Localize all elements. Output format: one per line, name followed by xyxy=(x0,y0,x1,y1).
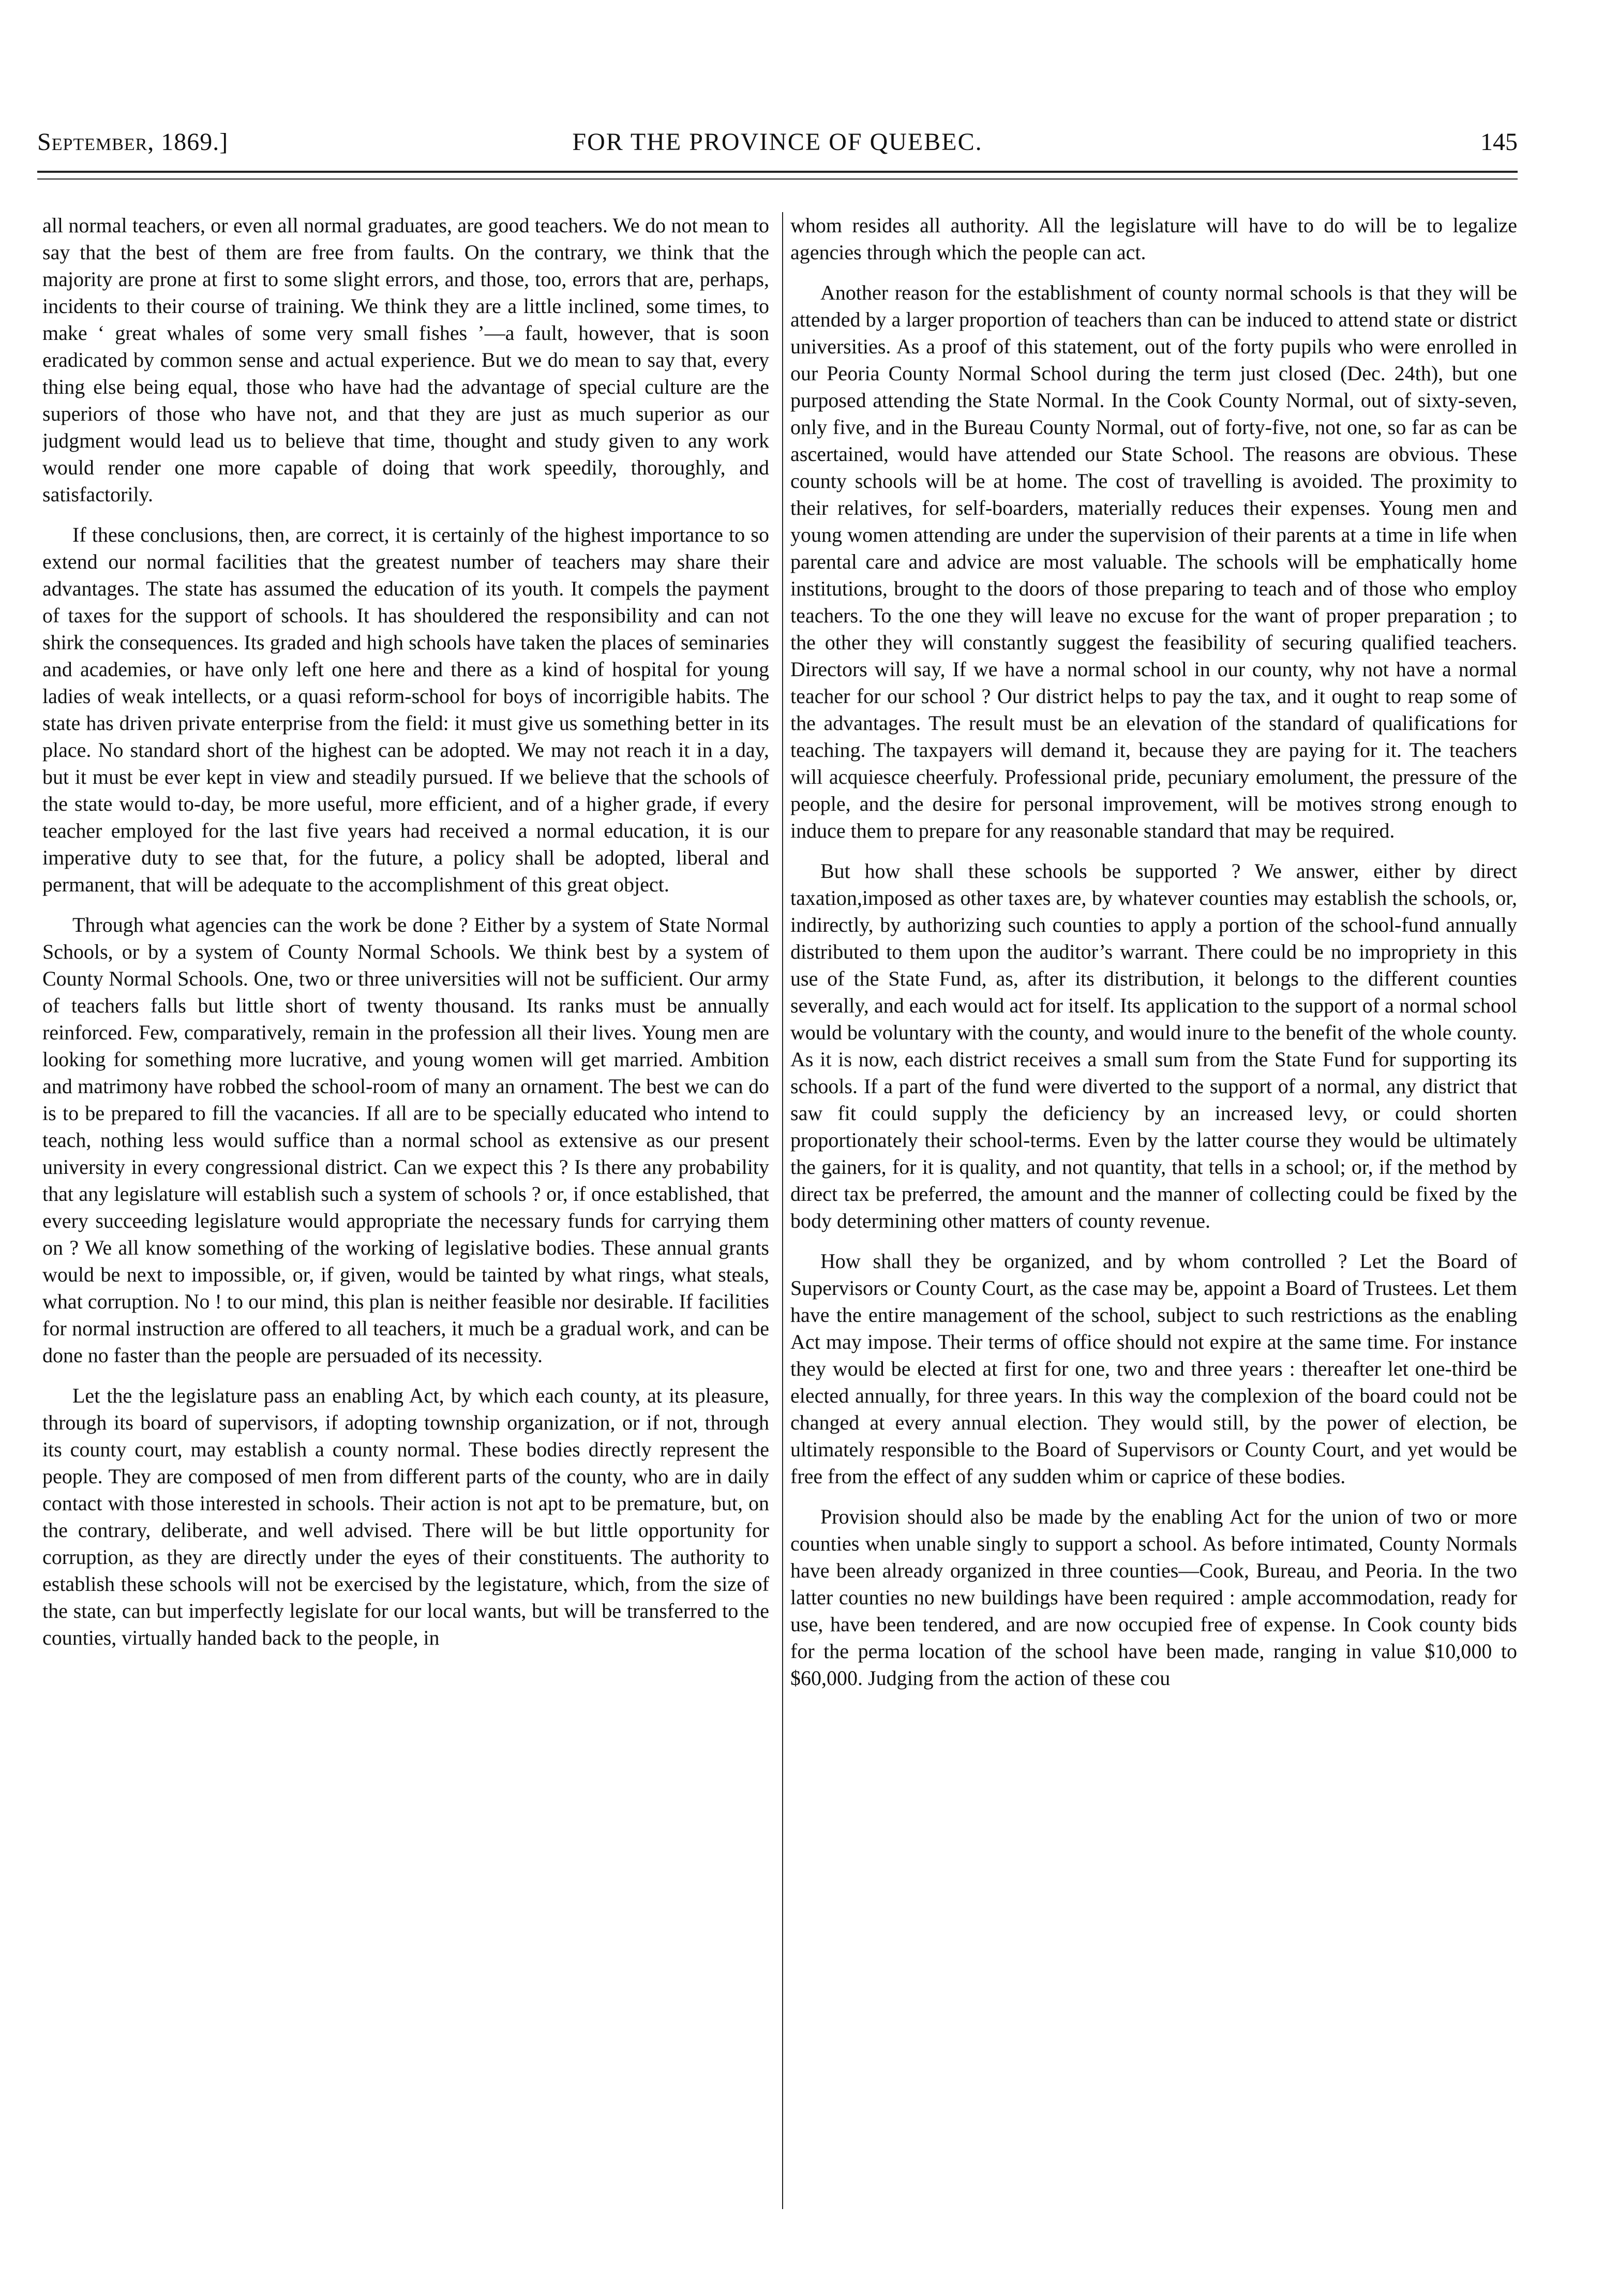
paragraph: Provision should also be made by the enabling Act for the union of two or more counties when unable singly to support a school. As before intimated, County Normals have been already organized in three counties—Cook, Bureau, and Peoria. In the two latter counties no new buildings have been required : ample accommodation, ready for use, have been tendered, and are now occupied free of expense. In Cook county bids for the perma location of the school have been made, ranging in value $10,000 to $60,000. Judging from the action of these cou xyxy=(790,1505,1517,1690)
paragraph: all normal teachers, or even all normal graduates, are good teachers. We do not mean to say that the best of them are free from faults. On the contrary, we think that the majority are prone at first to some slight errors, and those, too, errors that are, perhaps, incidents to their course of training. We think they are a little inclined, some times, to make ‘ great whales of some very small fishes ’—a fault, however, that is soon eradicated by common sense and actual experience. But we do mean to say that, every thing else being equal, those who have had the advantage of special culture are the superiors of those who have not, and that they are just as much superior as our judgment would lead us to believe that time, thought and study given to any work would render one more capable of doing that work speedily, thoroughly, and satisfactorily. xyxy=(42,214,769,506)
paragraph: If these conclusions, then, are correct, it is certainly of the highest importance to so extend our normal facilities that the greatest number of teachers may share their advantages. The state has assumed the education of its youth. It compels the payment of taxes for the support of schools. It has shouldered the responsibility and can not shirk the consequences. Its graded and high schools have taken the places of seminaries and academies, or have only left one here and there as a kind of hospital for young ladies of weak intellects, or a quasi reform-school for boys of incorrigible habits. The state has driven private enterprise from the field: it must give us something better in its place. No standard short of the highest can be adopted. We may not reach it in a day, but it must be ever kept in view and steadily pursued. If we believe that the schools of the state would to-day, be more useful, more efficient, and of a higher grade, if every teacher employed for the last five years had received a normal education, it is our imperative duty to see that, for the future, a policy shall be adopted, liberal and permanent, that will be adequate to the accomplishment of this great object. xyxy=(42,523,769,896)
header-title: FOR THE PROVINCE OF QUEBEC. xyxy=(572,128,983,156)
header-rule-thin xyxy=(37,178,1518,180)
header-rule-thick xyxy=(37,171,1518,173)
paragraph: whom resides all authority. All the legislature will have to do will be to legalize agencies through which the people can act. xyxy=(790,214,1517,264)
right-column xyxy=(790,212,1517,2214)
paragraph: Another reason for the establishment of county normal schools is that they will be attended by a larger proportion of teachers than can be induced to attend state or district universities. As a proof of this statement, out of the forty pupils who were enrolled in our Peoria County Normal School during the term just closed (Dec. 24th), but one purposed attending the State Normal. In the Cook County Normal, out of sixty-seven, only five, and in the Bureau County Normal, out of forty-five, not one, so far as can be ascertained, would have attended our State School. The reasons are obvious. These county schools will be at home. The cost of travelling is avoided. The proximity to their relatives, for self-boarders, materially reduces their expenses. Young men and young women attending are under the supervision of their parents at a time in life when parental care and advice are most valuable. The schools will be emphatically home institutions, brought to the doors of those preparing to teach and of those who employ teachers. To the one they will leave no excuse for the want of proper preparation ; to the other they will constantly suggest the feasibility of securing qualified teachers. Directors will say, If we have a normal school in our county, why not have a normal teacher for our school ? Our district helps to pay the tax, and it ought to reap some of the advantages. The result must be an elevation of the standard of qualifications for teaching. The taxpayers will demand it, because they are paying for it. The teachers will acquiesce cheerfuly. Professional pride, pecuniary emolument, the pressure of the people, and the desire for personal improvement, will be motives strong enough to induce them to prepare for any reasonable standard that may be required. xyxy=(790,281,1517,842)
page-number: 145 xyxy=(1480,128,1518,156)
left-column xyxy=(42,212,769,2214)
column-divider xyxy=(782,212,783,2209)
paragraph: But how shall these schools be supported ? We answer, either by direct taxation,imposed as other taxes are, by whatever counties may establish the schools, or, indirectly, by authorizing such counties to apply a portion of the school-fund annually distributed to them upon the auditor’s warrant. There could be no impropriety in this use of the State Fund, as, after its distribution, it belongs to the different counties severally, and each would act for itself. Its application to the support of a normal school would be voluntary with the county, and would inure to the benefit of the whole county. As it is now, each district receives a small sum from the State Fund for supporting its schools. If a part of the fund were diverted to the support of a normal, any district that saw fit could supply the deficiency by an increased levy, or could shorten proportionately their school-terms. Even by the latter course they would be ultimately the gainers, for it is quality, and not quantity, that tells in a school; or, if the method by direct tax be preferred, the amount and the manner of collecting could be fixed by the body determining other matters of county revenue. xyxy=(790,859,1517,1232)
header-date: September, 1869.] xyxy=(37,128,229,156)
paragraph: How shall they be organized, and by whom controlled ? Let the Board of Supervisors or County Court, as the case may be, appoint a Board of Trustees. Let them have the entire management of the school, subject to such restrictions as the enabling Act may impose. Their terms of office should not expire at the same time. For instance they would be elected at first for one, two and three years : thereafter let one-third be elected annually, for three years. In this way the complexion of the board could not be changed at every annual election. They would still, by the power of election, be ultimately responsible to the Board of Supervisors or County Court, and yet would be free from the effect of any sudden whim or caprice of these bodies. xyxy=(790,1249,1517,1488)
paragraph: Through what agencies can the work be done ? Either by a system of State Normal Schools, or by a system of County Normal Schools. We think best by a system of County Normal Schools. One, two or three universities will not be sufficient. Our army of teachers falls but little short of twenty thousand. Its ranks must be annually reinforced. Few, comparatively, remain in the profession all their lives. Young men are looking for something more lucrative, and young women will get married. Ambition and matrimony have robbed the school-room of many an ornament. The best we can do is to be prepared to fill the vacancies. If all are to be specially educated who intend to teach, nothing less would suffice than a normal school as extensive as our present university in every congressional district. Can we expect this ? Is there any probability that any legislature will establish such a system of schools ? or, if once established, that every succeeding legislature would appropriate the necessary funds for carrying them on ? We all know something of the working of legislative bodies. These annual grants would be next to impossible, or, if given, would be tainted by what rings, what steals, what corruption. No ! to our mind, this plan is neither feasible nor desirable. If facilities for normal instruction are offered to all teachers, it much be a gradual work, and can be done no faster than the people are persuaded of its necessity. xyxy=(42,913,769,1367)
page-header xyxy=(37,124,1518,160)
paragraph: Let the the legislature pass an enabling Act, by which each county, at its pleasure, through its board of supervisors, if adopting township organization, or if not, through its county court, may establish a county normal. These bodies directly represent the people. They are composed of men from different parts of the county, who are in daily contact with those interested in schools. Their action is not apt to be premature, but, on the contrary, deliberate, and well advised. There will be but little opportunity for corruption, as they are directly under the eyes of their constituents. The authority to establish these schools will not be exercised by the legistature, which, from the size of the state, can but imperfectly legislate for our local wants, but will be transferred to the counties, virtually handed back to the people, in xyxy=(42,1384,769,1649)
